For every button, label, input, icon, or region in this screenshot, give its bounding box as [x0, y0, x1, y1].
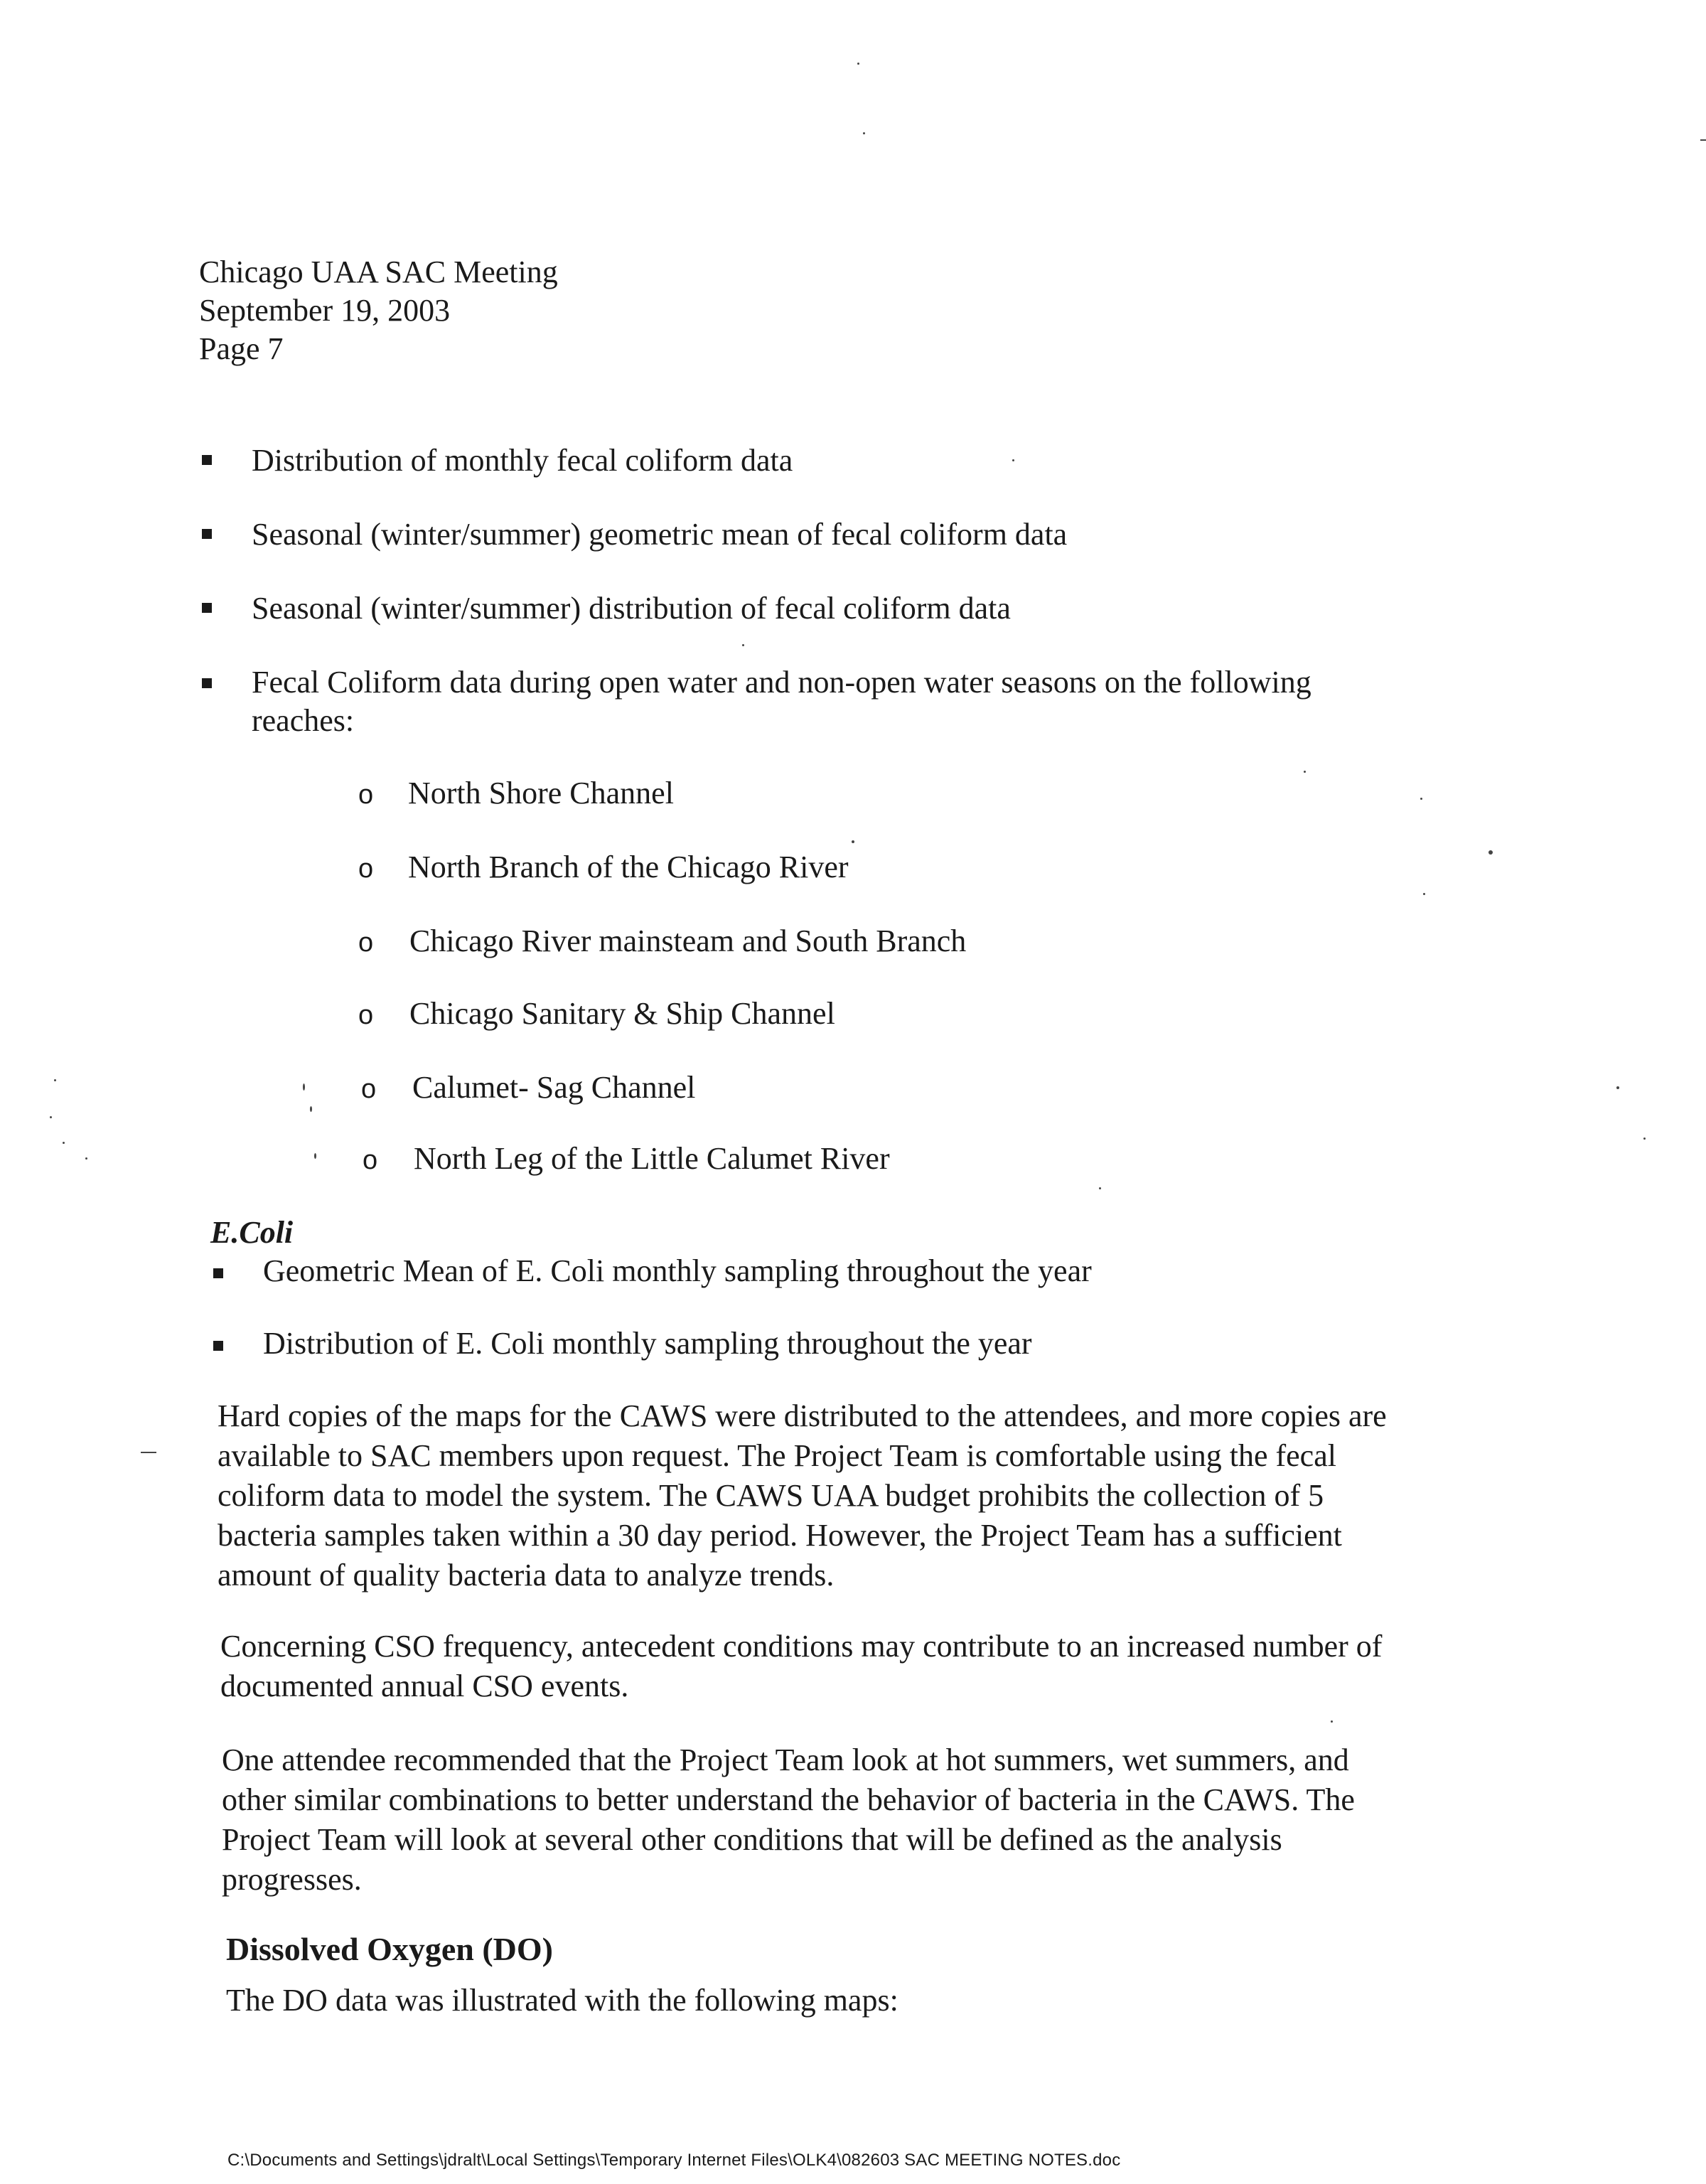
scan-speck: [63, 1142, 65, 1144]
scan-speck: [54, 1079, 56, 1081]
header-date: September 19, 2003: [199, 293, 451, 328]
list-item-text: Seasonal (winter/summer) geometric mean of fecal coliform data: [252, 517, 1068, 552]
scan-speck: [1420, 798, 1422, 800]
circle-bullet-icon: o: [358, 854, 374, 884]
reach-name: Chicago River mainsteam and South Branch: [409, 924, 967, 958]
scan-speck: [863, 132, 865, 134]
paragraph-line: available to SAC members upon request. The Project Team is comfortable using the fecal: [218, 1438, 1336, 1473]
header-page-number: Page 7: [199, 331, 284, 366]
scan-speck: [1488, 850, 1493, 855]
paragraph-line: documented annual CSO events.: [220, 1669, 629, 1703]
footer-file-path: C:\Documents and Settings\jdralt\Local Settings\Temporary Internet Files\OLK4\082603 SAC MEETING NOTES.doc: [227, 2151, 1121, 2170]
scan-speck: [852, 840, 854, 843]
scan-speck: [1304, 771, 1306, 773]
scan-speck: [50, 1116, 52, 1118]
reach-name: Calumet- Sag Channel: [412, 1070, 696, 1105]
scan-speck: [1616, 1086, 1619, 1089]
scan-speck: [141, 1452, 156, 1453]
scan-speck: [303, 1083, 305, 1091]
paragraph-line: progresses.: [222, 1862, 362, 1897]
paragraph-line: One attendee recommended that the Project Team look at hot summers, wet summers, and: [222, 1743, 1349, 1777]
scan-speck: [1643, 1138, 1646, 1140]
square-bullet-icon: [202, 455, 212, 465]
scan-speck: [1331, 1720, 1333, 1723]
scan-speck: [314, 1153, 316, 1159]
square-bullet-icon: [213, 1268, 223, 1278]
list-item-text: Geometric Mean of E. Coli monthly sampling throughout the year: [263, 1253, 1092, 1288]
list-item-text: Distribution of monthly fecal coliform data: [252, 443, 793, 478]
ecoli-heading: E.Coli: [210, 1215, 294, 1250]
scan-speck: [1700, 139, 1706, 141]
paragraph-line: amount of quality bacteria data to analyze trends.: [218, 1558, 835, 1592]
circle-bullet-icon: o: [358, 928, 374, 958]
square-bullet-icon: [202, 603, 212, 613]
paragraph-line: bacteria samples taken within a 30 day period. However, the Project Team has a sufficient: [218, 1518, 1342, 1553]
list-item-text: Distribution of E. Coli monthly sampling throughout the year: [263, 1326, 1032, 1361]
attendee-paragraph: [222, 1740, 1515, 1900]
cso-paragraph: [220, 1627, 1514, 1706]
circle-bullet-icon: o: [358, 780, 374, 810]
do-heading: Dissolved Oxygen (DO): [226, 1931, 553, 1967]
list-item-text: Seasonal (winter/summer) distribution of fecal coliform data: [252, 591, 1011, 626]
header-title: Chicago UAA SAC Meeting: [199, 255, 558, 289]
scan-speck: [857, 63, 859, 65]
paragraph-line: Concerning CSO frequency, antecedent conditions may contribute to an increased number of: [220, 1629, 1383, 1664]
paragraph-line: coliform data to model the system. The CAWS UAA budget prohibits the collection of 5: [218, 1478, 1324, 1513]
list-item-text: Fecal Coliform data during open water and non-open water seasons on the following: [252, 665, 1311, 700]
circle-bullet-icon: o: [363, 1145, 378, 1175]
circle-bullet-icon: o: [358, 1000, 374, 1030]
do-intro: The DO data was illustrated with the following maps:: [226, 1983, 898, 2018]
paragraph-line: Hard copies of the maps for the CAWS were distributed to the attendees, and more copies are: [218, 1398, 1387, 1433]
scan-speck: [742, 644, 744, 646]
list-item-text-continued: reaches:: [252, 703, 355, 738]
scan-speck: [1099, 1187, 1101, 1189]
reach-name: North Branch of the Chicago River: [408, 850, 849, 884]
scan-speck: [1423, 893, 1425, 895]
reach-name: North Shore Channel: [408, 776, 674, 810]
square-bullet-icon: [202, 678, 212, 688]
reach-name: North Leg of the Little Calumet River: [414, 1141, 890, 1176]
scan-speck: [310, 1106, 312, 1112]
page-header: [199, 253, 558, 368]
square-bullet-icon: [213, 1341, 223, 1351]
maps-paragraph: [218, 1396, 1511, 1595]
paragraph-line: other similar combinations to better understand the behavior of bacteria in the CAWS. The: [222, 1782, 1355, 1817]
square-bullet-icon: [202, 529, 212, 539]
paragraph-line: Project Team will look at several other conditions that will be defined as the analysis: [222, 1822, 1282, 1857]
scan-speck: [1012, 459, 1014, 461]
reach-name: Chicago Sanitary & Ship Channel: [409, 996, 835, 1031]
circle-bullet-icon: o: [361, 1074, 377, 1104]
scan-speck: [85, 1157, 87, 1160]
